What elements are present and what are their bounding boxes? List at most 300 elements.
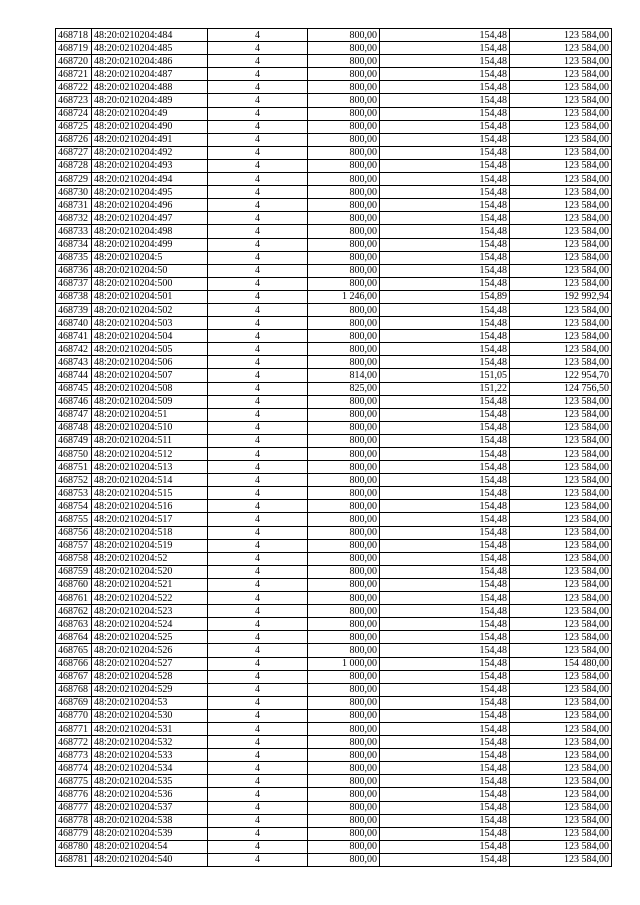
area-cell: 800,00: [308, 539, 380, 552]
cadastral-value-cell: 123 584,00: [510, 827, 612, 840]
table-row: [56, 631, 612, 644]
area-cell: 800,00: [308, 29, 380, 42]
table-row: [56, 212, 612, 225]
table-row: [56, 749, 612, 762]
cadastral-value-cell: 123 584,00: [510, 592, 612, 605]
group-code-cell: 4: [208, 382, 308, 395]
row-number-cell: 468756: [56, 526, 92, 539]
row-number-cell: 468734: [56, 238, 92, 251]
area-cell: 814,00: [308, 369, 380, 382]
unit-value-cell: 154,48: [380, 513, 510, 526]
unit-value-cell: 154,48: [380, 618, 510, 631]
cadastral-number-cell: 48:20:0210204:496: [92, 199, 208, 212]
unit-value-cell: 154,48: [380, 683, 510, 696]
row-number-cell: 468776: [56, 788, 92, 801]
group-code-cell: 4: [208, 146, 308, 159]
table-row: [56, 42, 612, 55]
row-number-cell: 468752: [56, 474, 92, 487]
group-code-cell: 4: [208, 722, 308, 735]
table-row: [56, 251, 612, 264]
cadastral-value-cell: 123 584,00: [510, 94, 612, 107]
cadastral-number-cell: 48:20:0210204:520: [92, 565, 208, 578]
unit-value-cell: 154,48: [380, 395, 510, 408]
table-row: [56, 238, 612, 251]
table-row: [56, 277, 612, 290]
area-cell: 800,00: [308, 173, 380, 186]
group-code-cell: 4: [208, 199, 308, 212]
unit-value-cell: 154,48: [380, 578, 510, 591]
area-cell: 800,00: [308, 487, 380, 500]
group-code-cell: 4: [208, 159, 308, 172]
table-row: [56, 827, 612, 840]
row-number-cell: 468729: [56, 173, 92, 186]
cadastral-number-cell: 48:20:0210204:536: [92, 788, 208, 801]
group-code-cell: 4: [208, 42, 308, 55]
table-row: [56, 487, 612, 500]
group-code-cell: 4: [208, 618, 308, 631]
unit-value-cell: 154,48: [380, 736, 510, 749]
table-row: [56, 853, 612, 866]
row-number-cell: 468719: [56, 42, 92, 55]
table-row: [56, 552, 612, 565]
area-cell: 800,00: [308, 120, 380, 133]
unit-value-cell: 154,48: [380, 696, 510, 709]
cadastral-number-cell: 48:20:0210204:502: [92, 303, 208, 316]
area-cell: 800,00: [308, 644, 380, 657]
row-number-cell: 468751: [56, 461, 92, 474]
cadastral-number-cell: 48:20:0210204:529: [92, 683, 208, 696]
group-code-cell: 4: [208, 853, 308, 866]
cadastral-number-cell: 48:20:0210204:533: [92, 749, 208, 762]
table-row: [56, 94, 612, 107]
unit-value-cell: 154,48: [380, 709, 510, 722]
area-cell: 800,00: [308, 827, 380, 840]
group-code-cell: 4: [208, 709, 308, 722]
unit-value-cell: 154,48: [380, 474, 510, 487]
cadastral-value-cell: 123 584,00: [510, 696, 612, 709]
table-row: [56, 408, 612, 421]
group-code-cell: 4: [208, 421, 308, 434]
unit-value-cell: 154,48: [380, 42, 510, 55]
row-number-cell: 468772: [56, 736, 92, 749]
cadastral-value-cell: 123 584,00: [510, 513, 612, 526]
cadastral-value-cell: 154 480,00: [510, 657, 612, 670]
row-number-cell: 468732: [56, 212, 92, 225]
cadastral-number-cell: 48:20:0210204:510: [92, 421, 208, 434]
area-cell: 800,00: [308, 408, 380, 421]
table-row: [56, 788, 612, 801]
cadastral-number-cell: 48:20:0210204:492: [92, 146, 208, 159]
unit-value-cell: 154,48: [380, 29, 510, 42]
cadastral-value-cell: 123 584,00: [510, 840, 612, 853]
area-cell: 800,00: [308, 762, 380, 775]
group-code-cell: 4: [208, 749, 308, 762]
cadastral-value-cell: 123 584,00: [510, 29, 612, 42]
area-cell: 800,00: [308, 552, 380, 565]
cadastral-number-cell: 48:20:0210204:511: [92, 434, 208, 447]
cadastral-number-cell: 48:20:0210204:49: [92, 107, 208, 120]
cadastral-value-cell: 123 584,00: [510, 120, 612, 133]
row-number-cell: 468767: [56, 670, 92, 683]
table-row: [56, 68, 612, 81]
unit-value-cell: 154,48: [380, 762, 510, 775]
row-number-cell: 468745: [56, 382, 92, 395]
group-code-cell: 4: [208, 539, 308, 552]
cadastral-number-cell: 48:20:0210204:499: [92, 238, 208, 251]
row-number-cell: 468761: [56, 592, 92, 605]
group-code-cell: 4: [208, 696, 308, 709]
cadastral-value-cell: 123 584,00: [510, 448, 612, 461]
unit-value-cell: 154,48: [380, 657, 510, 670]
area-cell: 800,00: [308, 199, 380, 212]
group-code-cell: 4: [208, 788, 308, 801]
cadastral-value-cell: 123 584,00: [510, 199, 612, 212]
area-cell: 800,00: [308, 500, 380, 513]
cadastral-value-cell: 123 584,00: [510, 474, 612, 487]
unit-value-cell: 154,48: [380, 146, 510, 159]
cadastral-number-cell: 48:20:0210204:506: [92, 356, 208, 369]
cadastral-value-table: [55, 28, 612, 867]
group-code-cell: 4: [208, 225, 308, 238]
unit-value-cell: 154,48: [380, 330, 510, 343]
group-code-cell: 4: [208, 186, 308, 199]
cadastral-number-cell: 48:20:0210204:518: [92, 526, 208, 539]
row-number-cell: 468781: [56, 853, 92, 866]
cadastral-number-cell: 48:20:0210204:486: [92, 55, 208, 68]
unit-value-cell: 154,48: [380, 343, 510, 356]
table-row: [56, 29, 612, 42]
table-row: [56, 356, 612, 369]
cadastral-value-cell: 123 584,00: [510, 55, 612, 68]
row-number-cell: 468763: [56, 618, 92, 631]
area-cell: 800,00: [308, 343, 380, 356]
area-cell: 800,00: [308, 618, 380, 631]
area-cell: 1 000,00: [308, 657, 380, 670]
table-row: [56, 775, 612, 788]
group-code-cell: 4: [208, 565, 308, 578]
area-cell: 800,00: [308, 670, 380, 683]
cadastral-value-cell: 123 584,00: [510, 421, 612, 434]
group-code-cell: 4: [208, 81, 308, 94]
cadastral-value-cell: 124 756,50: [510, 382, 612, 395]
cadastral-number-cell: 48:20:0210204:504: [92, 330, 208, 343]
unit-value-cell: 154,48: [380, 722, 510, 735]
table-row: [56, 657, 612, 670]
unit-value-cell: 154,48: [380, 644, 510, 657]
cadastral-value-cell: 123 584,00: [510, 749, 612, 762]
group-code-cell: 4: [208, 448, 308, 461]
group-code-cell: 4: [208, 775, 308, 788]
group-code-cell: 4: [208, 500, 308, 513]
table-row: [56, 199, 612, 212]
area-cell: 800,00: [308, 395, 380, 408]
unit-value-cell: 154,48: [380, 55, 510, 68]
area-cell: 800,00: [308, 853, 380, 866]
table-row: [56, 146, 612, 159]
cadastral-value-cell: 123 584,00: [510, 578, 612, 591]
area-cell: 800,00: [308, 186, 380, 199]
unit-value-cell: 154,48: [380, 801, 510, 814]
unit-value-cell: 154,48: [380, 814, 510, 827]
cadastral-number-cell: 48:20:0210204:488: [92, 81, 208, 94]
row-number-cell: 468728: [56, 159, 92, 172]
table-row: [56, 186, 612, 199]
table-row: [56, 369, 612, 382]
row-number-cell: 468755: [56, 513, 92, 526]
cadastral-value-cell: 123 584,00: [510, 251, 612, 264]
area-cell: 800,00: [308, 788, 380, 801]
table-row: [56, 421, 612, 434]
row-number-cell: 468718: [56, 29, 92, 42]
cadastral-value-cell: 123 584,00: [510, 683, 612, 696]
cadastral-value-cell: 123 584,00: [510, 68, 612, 81]
area-cell: 800,00: [308, 146, 380, 159]
row-number-cell: 468727: [56, 146, 92, 159]
area-cell: 800,00: [308, 238, 380, 251]
cadastral-number-cell: 48:20:0210204:517: [92, 513, 208, 526]
row-number-cell: 468721: [56, 68, 92, 81]
table-row: [56, 55, 612, 68]
cadastral-value-cell: 123 584,00: [510, 330, 612, 343]
table-row: [56, 448, 612, 461]
cadastral-number-cell: 48:20:0210204:505: [92, 343, 208, 356]
table-row: [56, 434, 612, 447]
row-number-cell: 468758: [56, 552, 92, 565]
group-code-cell: 4: [208, 487, 308, 500]
unit-value-cell: 154,48: [380, 434, 510, 447]
unit-value-cell: 154,48: [380, 81, 510, 94]
unit-value-cell: 154,48: [380, 526, 510, 539]
cadastral-number-cell: 48:20:0210204:514: [92, 474, 208, 487]
group-code-cell: 4: [208, 133, 308, 146]
cadastral-number-cell: 48:20:0210204:501: [92, 290, 208, 303]
unit-value-cell: 154,48: [380, 775, 510, 788]
group-code-cell: 4: [208, 238, 308, 251]
cadastral-number-cell: 48:20:0210204:500: [92, 277, 208, 290]
unit-value-cell: 154,48: [380, 94, 510, 107]
group-code-cell: 4: [208, 605, 308, 618]
table-row: [56, 173, 612, 186]
cadastral-number-cell: 48:20:0210204:532: [92, 736, 208, 749]
unit-value-cell: 154,48: [380, 225, 510, 238]
cadastral-number-cell: 48:20:0210204:493: [92, 159, 208, 172]
unit-value-cell: 154,48: [380, 107, 510, 120]
group-code-cell: 4: [208, 840, 308, 853]
cadastral-number-cell: 48:20:0210204:539: [92, 827, 208, 840]
cadastral-value-cell: 123 584,00: [510, 146, 612, 159]
unit-value-cell: 154,48: [380, 749, 510, 762]
table-row: [56, 722, 612, 735]
area-cell: 800,00: [308, 317, 380, 330]
area-cell: 800,00: [308, 592, 380, 605]
group-code-cell: 4: [208, 434, 308, 447]
cadastral-value-cell: 123 584,00: [510, 212, 612, 225]
table-row: [56, 225, 612, 238]
unit-value-cell: 151,05: [380, 369, 510, 382]
table-row: [56, 264, 612, 277]
unit-value-cell: 154,48: [380, 552, 510, 565]
cadastral-value-cell: 123 584,00: [510, 343, 612, 356]
cadastral-number-cell: 48:20:0210204:513: [92, 461, 208, 474]
table-row: [56, 330, 612, 343]
table-row: [56, 578, 612, 591]
area-cell: 800,00: [308, 736, 380, 749]
table-row: [56, 133, 612, 146]
cadastral-number-cell: 48:20:0210204:535: [92, 775, 208, 788]
cadastral-value-cell: 123 584,00: [510, 408, 612, 421]
table-row: [56, 474, 612, 487]
table-row: [56, 500, 612, 513]
unit-value-cell: 154,48: [380, 461, 510, 474]
cadastral-value-cell: 123 584,00: [510, 631, 612, 644]
row-number-cell: 468764: [56, 631, 92, 644]
table-row: [56, 644, 612, 657]
unit-value-cell: 154,48: [380, 408, 510, 421]
area-cell: 800,00: [308, 696, 380, 709]
unit-value-cell: 154,48: [380, 356, 510, 369]
cadastral-number-cell: 48:20:0210204:527: [92, 657, 208, 670]
cadastral-number-cell: 48:20:0210204:538: [92, 814, 208, 827]
group-code-cell: 4: [208, 290, 308, 303]
row-number-cell: 468733: [56, 225, 92, 238]
table-row: [56, 107, 612, 120]
group-code-cell: 4: [208, 461, 308, 474]
table-row: [56, 526, 612, 539]
area-cell: 800,00: [308, 133, 380, 146]
unit-value-cell: 154,48: [380, 277, 510, 290]
cadastral-value-cell: 123 584,00: [510, 395, 612, 408]
table-row: [56, 513, 612, 526]
row-number-cell: 468769: [56, 696, 92, 709]
cadastral-number-cell: 48:20:0210204:534: [92, 762, 208, 775]
row-number-cell: 468725: [56, 120, 92, 133]
area-cell: 800,00: [308, 212, 380, 225]
unit-value-cell: 154,48: [380, 317, 510, 330]
cadastral-number-cell: 48:20:0210204:487: [92, 68, 208, 81]
row-number-cell: 468765: [56, 644, 92, 657]
cadastral-value-cell: 192 992,94: [510, 290, 612, 303]
group-code-cell: 4: [208, 578, 308, 591]
row-number-cell: 468743: [56, 356, 92, 369]
row-number-cell: 468753: [56, 487, 92, 500]
table-row: [56, 81, 612, 94]
group-code-cell: 4: [208, 68, 308, 81]
unit-value-cell: 151,22: [380, 382, 510, 395]
area-cell: 800,00: [308, 55, 380, 68]
cadastral-value-cell: 123 584,00: [510, 356, 612, 369]
cadastral-number-cell: 48:20:0210204:485: [92, 42, 208, 55]
area-cell: 800,00: [308, 814, 380, 827]
area-cell: 800,00: [308, 801, 380, 814]
area-cell: 800,00: [308, 107, 380, 120]
cadastral-value-cell: 123 584,00: [510, 159, 612, 172]
group-code-cell: 4: [208, 827, 308, 840]
unit-value-cell: 154,48: [380, 264, 510, 277]
unit-value-cell: 154,48: [380, 853, 510, 866]
cadastral-number-cell: 48:20:0210204:515: [92, 487, 208, 500]
table-row: [56, 683, 612, 696]
cadastral-value-cell: 123 584,00: [510, 500, 612, 513]
group-code-cell: 4: [208, 657, 308, 670]
table-row: [56, 736, 612, 749]
group-code-cell: 4: [208, 356, 308, 369]
row-number-cell: 468754: [56, 500, 92, 513]
table-row: [56, 762, 612, 775]
cadastral-value-cell: 123 584,00: [510, 277, 612, 290]
cadastral-value-cell: 123 584,00: [510, 238, 612, 251]
table-row: [56, 592, 612, 605]
unit-value-cell: 154,48: [380, 212, 510, 225]
cadastral-value-cell: 123 584,00: [510, 736, 612, 749]
cadastral-value-cell: 122 954,70: [510, 369, 612, 382]
cadastral-value-cell: 123 584,00: [510, 605, 612, 618]
group-code-cell: 4: [208, 644, 308, 657]
cadastral-number-cell: 48:20:0210204:507: [92, 369, 208, 382]
row-number-cell: 468742: [56, 343, 92, 356]
group-code-cell: 4: [208, 94, 308, 107]
row-number-cell: 468724: [56, 107, 92, 120]
cadastral-value-cell: 123 584,00: [510, 225, 612, 238]
row-number-cell: 468768: [56, 683, 92, 696]
cadastral-value-cell: 123 584,00: [510, 264, 612, 277]
area-cell: 800,00: [308, 448, 380, 461]
area-cell: 800,00: [308, 461, 380, 474]
table-row: [56, 343, 612, 356]
group-code-cell: 4: [208, 277, 308, 290]
cadastral-number-cell: 48:20:0210204:491: [92, 133, 208, 146]
cadastral-value-cell: 123 584,00: [510, 461, 612, 474]
row-number-cell: 468766: [56, 657, 92, 670]
cadastral-number-cell: 48:20:0210204:484: [92, 29, 208, 42]
area-cell: 800,00: [308, 94, 380, 107]
row-number-cell: 468759: [56, 565, 92, 578]
unit-value-cell: 154,48: [380, 251, 510, 264]
cadastral-value-cell: 123 584,00: [510, 670, 612, 683]
cadastral-number-cell: 48:20:0210204:531: [92, 722, 208, 735]
area-cell: 800,00: [308, 68, 380, 81]
cadastral-number-cell: 48:20:0210204:495: [92, 186, 208, 199]
group-code-cell: 4: [208, 408, 308, 421]
cadastral-number-cell: 48:20:0210204:490: [92, 120, 208, 133]
unit-value-cell: 154,48: [380, 631, 510, 644]
cadastral-value-cell: 123 584,00: [510, 42, 612, 55]
cadastral-number-cell: 48:20:0210204:540: [92, 853, 208, 866]
cadastral-number-cell: 48:20:0210204:516: [92, 500, 208, 513]
unit-value-cell: 154,48: [380, 670, 510, 683]
row-number-cell: 468744: [56, 369, 92, 382]
cadastral-number-cell: 48:20:0210204:524: [92, 618, 208, 631]
table-row: [56, 565, 612, 578]
row-number-cell: 468723: [56, 94, 92, 107]
cadastral-value-cell: 123 584,00: [510, 81, 612, 94]
unit-value-cell: 154,48: [380, 120, 510, 133]
group-code-cell: 4: [208, 212, 308, 225]
table-row: [56, 539, 612, 552]
area-cell: 800,00: [308, 578, 380, 591]
cadastral-number-cell: 48:20:0210204:5: [92, 251, 208, 264]
group-code-cell: 4: [208, 801, 308, 814]
unit-value-cell: 154,89: [380, 290, 510, 303]
group-code-cell: 4: [208, 369, 308, 382]
group-code-cell: 4: [208, 251, 308, 264]
cadastral-value-cell: 123 584,00: [510, 317, 612, 330]
table-row: [56, 814, 612, 827]
group-code-cell: 4: [208, 120, 308, 133]
cadastral-number-cell: 48:20:0210204:521: [92, 578, 208, 591]
area-cell: 1 246,00: [308, 290, 380, 303]
group-code-cell: 4: [208, 513, 308, 526]
row-number-cell: 468770: [56, 709, 92, 722]
